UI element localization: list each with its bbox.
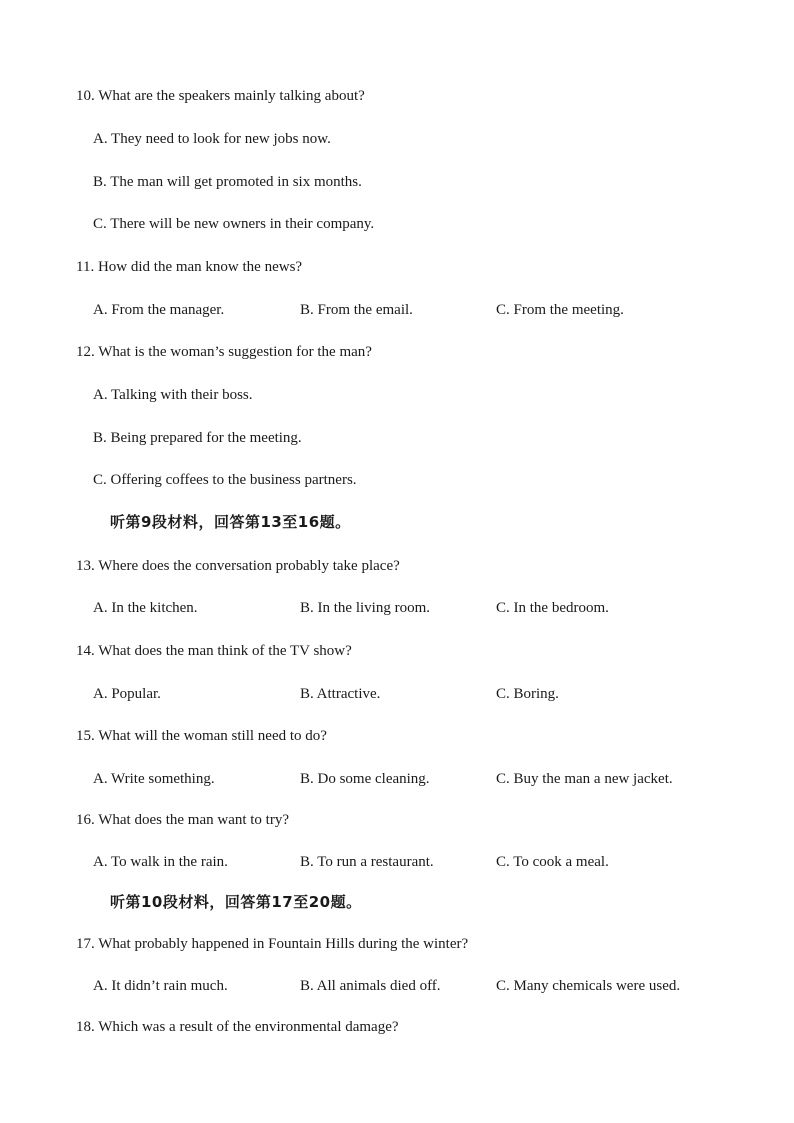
question-15-option-c: C. Buy the man a new jacket. bbox=[496, 771, 673, 787]
question-13-text: 13. Where does the conversation probably take place? bbox=[76, 558, 400, 574]
question-15-options bbox=[0, 769, 794, 789]
question-15-text: 15. What will the woman still need to do? bbox=[76, 728, 327, 744]
question-18-text: 18. Which was a result of the environmental damage? bbox=[76, 1019, 399, 1035]
question-11-text: 11. How did the man know the news? bbox=[76, 259, 303, 275]
question-10-option-a: A. They need to look for new jobs now. bbox=[93, 131, 331, 147]
question-16-text: 16. What does the man want to try? bbox=[76, 812, 290, 828]
question-17-text: 17. What probably happened in Fountain Hills during the winter? bbox=[76, 936, 469, 952]
question-11-options bbox=[0, 300, 794, 320]
question-13-option-c: C. In the bedroom. bbox=[496, 600, 609, 616]
question-13-options bbox=[0, 598, 794, 618]
question-11-option-a: A. From the manager. bbox=[93, 302, 225, 318]
question-12-text: 12. What is the woman’s suggestion for the man? bbox=[76, 344, 372, 360]
question-11-option-c: C. From the meeting. bbox=[496, 302, 624, 318]
question-13-option-b: B. In the living room. bbox=[300, 600, 430, 616]
question-17-option-c: C. Many chemicals were used. bbox=[496, 978, 681, 994]
question-16-option-b: B. To run a restaurant. bbox=[300, 854, 434, 870]
question-14-text: 14. What does the man think of the TV show? bbox=[76, 643, 352, 659]
question-15-option-a: A. Write something. bbox=[93, 771, 215, 787]
question-17-options bbox=[0, 976, 794, 996]
question-12-option-c: C. Offering coffees to the business partners. bbox=[93, 472, 357, 488]
question-14-options bbox=[0, 684, 794, 704]
question-17-option-b: B. All animals died off. bbox=[300, 978, 441, 994]
question-14-option-b: B. Attractive. bbox=[300, 686, 381, 702]
section-heading-9: 听第9段材料，回答第13至16题。 bbox=[110, 513, 351, 531]
question-14-option-a: A. Popular. bbox=[93, 686, 161, 702]
section-heading-10: 听第10段材料，回答第17至20题。 bbox=[110, 893, 362, 911]
question-13-option-a: A. In the kitchen. bbox=[93, 600, 198, 616]
question-16-option-c: C. To cook a meal. bbox=[496, 854, 609, 870]
question-10-option-b: B. The man will get promoted in six months. bbox=[93, 174, 362, 190]
question-12-option-a: A. Talking with their boss. bbox=[93, 387, 253, 403]
question-10-text: 10. What are the speakers mainly talking about? bbox=[76, 88, 365, 104]
question-14-option-c: C. Boring. bbox=[496, 686, 559, 702]
question-10-option-c: C. There will be new owners in their company. bbox=[93, 216, 375, 232]
question-15-option-b: B. Do some cleaning. bbox=[300, 771, 430, 787]
question-11-option-b: B. From the email. bbox=[300, 302, 413, 318]
question-17-option-a: A. It didn’t rain much. bbox=[93, 978, 228, 994]
question-16-options bbox=[0, 852, 794, 872]
question-16-option-a: A. To walk in the rain. bbox=[93, 854, 228, 870]
question-12-option-b: B. Being prepared for the meeting. bbox=[93, 430, 302, 446]
